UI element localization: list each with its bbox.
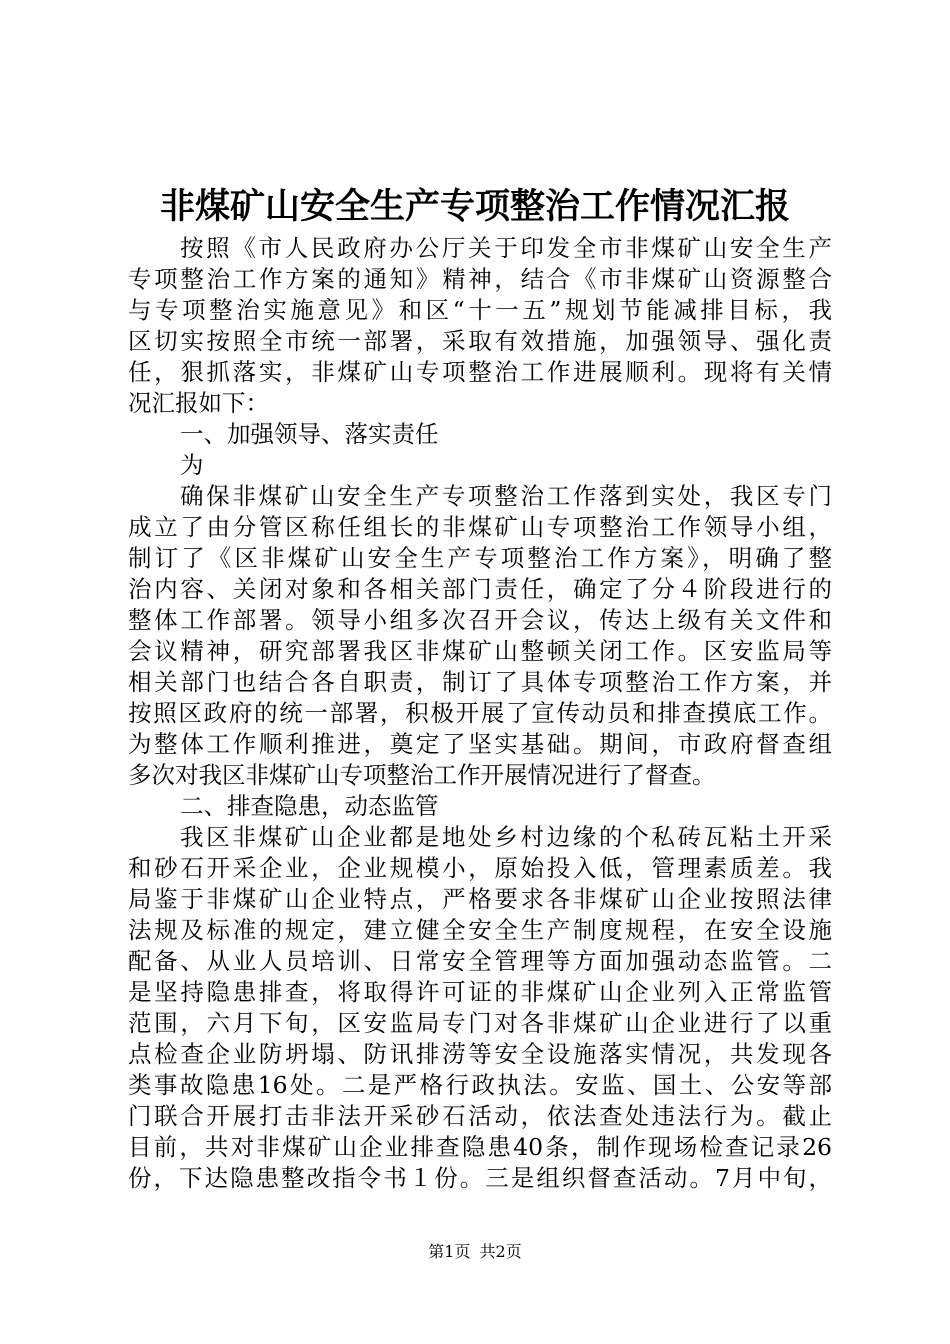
page-footer [0,1240,950,1264]
paragraph-line: 相关部门也结合各自职责，制订了具体专项整治工作方案，并 [128,668,832,696]
document-title: 非煤矿山安全生产专项整治工作情况汇报 [159,186,790,227]
paragraph-line: 范围，六月下旬，区安监局专门对各非煤矿山企业进行了以重 [128,1009,832,1037]
paragraph-line: 治内容、关闭对象和各相关部门责任，确定了分４阶段进行的 [128,575,832,603]
paragraph-line: 按照区政府的统一部署，积极开展了宣传动员和排查摸底工作。 [128,699,832,727]
paragraph-line: 法规及标准的规定，建立健全安全生产制度规程，在安全设施 [128,916,832,944]
document-body [128,233,832,1194]
paragraph-line: 制订了《区非煤矿山安全生产专项整治工作方案》，明确了整 [128,544,832,572]
paragraph-line: 份，下达隐患整改指令书１份。三是组织督查活动。7月中旬， [128,1164,832,1192]
paragraph-line: 况汇报如下： [128,389,269,417]
paragraph-line: 按照《市人民政府办公厅关于印发全市非煤矿山安全生产 [180,234,832,262]
paragraph-line: 门联合开展打击非法开采砂石活动，依法查处违法行为。截止 [128,1102,832,1130]
paragraph-line: 为 [180,451,204,479]
paragraph-line: 目前，共对非煤矿山企业排查隐患40条，制作现场检查记录26 [128,1133,832,1161]
section-heading: 二、排查隐患，动态监管 [180,792,439,820]
paragraph-line: 会议精神，研究部署我区非煤矿山整顿关闭工作。区安监局等 [128,637,832,665]
paragraph-line: 是坚持隐患排查，将取得许可证的非煤矿山企业列入正常监管 [128,978,832,1006]
paragraph-line: 任，狠抓落实，非煤矿山专项整治工作进展顺利。现将有关情 [128,358,832,386]
paragraph-line: 和砂石开采企业，企业规模小，原始投入低，管理素质差。我 [128,854,832,882]
page-number: 第1页 [428,1242,471,1261]
page-total: 共2页 [479,1242,522,1261]
paragraph-line: 点检查企业防坍塌、防讯排涝等安全设施落实情况，共发现各 [128,1040,832,1068]
paragraph-line: 区切实按照全市统一部署，采取有效措施，加强领导、强化责 [128,327,832,355]
paragraph-line: 配备、从业人员培训、日常安全管理等方面加强动态监管。二 [128,947,832,975]
section-heading: 一、加强领导、落实责任 [180,420,439,448]
paragraph-line: 与专项整治实施意见》和区“十一五”规划节能减排目标，我 [128,296,832,324]
paragraph-line: 类事故隐患16处。二是严格行政执法。安监、国土、公安等部 [128,1071,832,1099]
paragraph-line: 局鉴于非煤矿山企业特点，严格要求各非煤矿山企业按照法律 [128,885,832,913]
paragraph-line: 专项整治工作方案的通知》精神，结合《市非煤矿山资源整合 [128,265,832,293]
paragraph-line: 我区非煤矿山企业都是地处乡村边缘的个私砖瓦粘土开采 [180,823,832,851]
paragraph-line: 多次对我区非煤矿山专项整治工作开展情况进行了督查。 [128,761,716,789]
paragraph-line: 整体工作部署。领导小组多次召开会议，传达上级有关文件和 [128,606,832,634]
paragraph-line: 成立了由分管区称任组长的非煤矿山专项整治工作领导小组， [128,513,832,541]
paragraph-line: 确保非煤矿山安全生产专项整治工作落到实处，我区专门 [180,482,832,510]
paragraph-line: 为整体工作顺利推进，奠定了坚实基础。期间，市政府督查组 [128,730,832,758]
